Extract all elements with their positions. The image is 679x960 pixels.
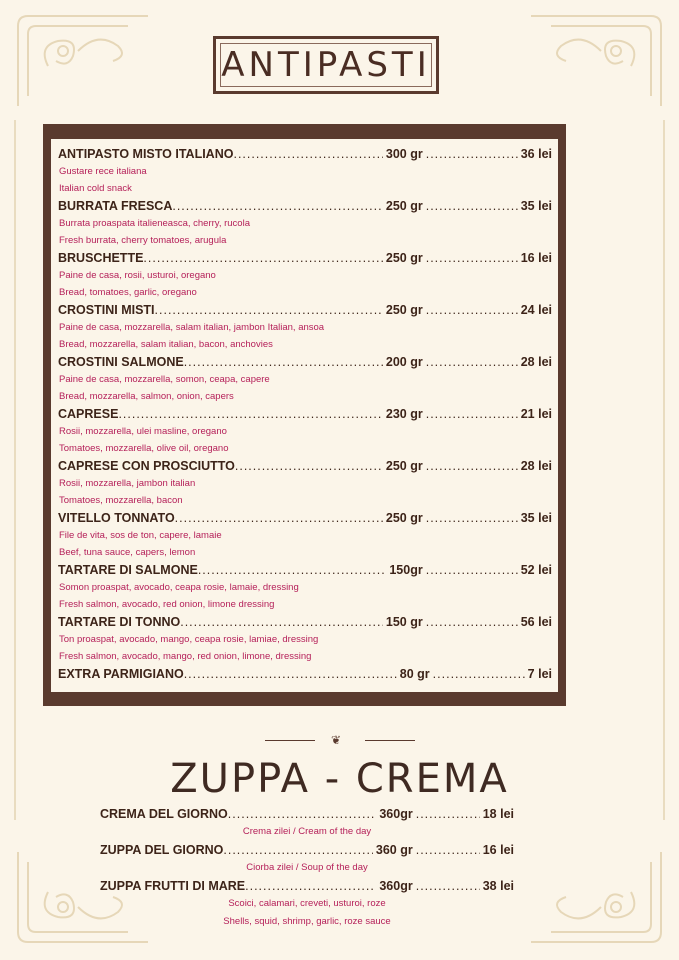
menu-item-description-ro: Rosii, mozzarella, jambon italian	[59, 478, 196, 489]
menu-item-name: CAPRESE	[58, 407, 119, 421]
menu-item-price: 38 lei	[482, 879, 514, 893]
menu-item-price: 16 lei	[520, 251, 552, 265]
dot-leader	[416, 805, 480, 823]
menu-item-description: Scoici, calamari, creveti, usturoi, roze	[228, 898, 386, 909]
section-title-zuppa: ZUPPA - CREMA	[170, 756, 509, 802]
menu-item-weight: 250 gr	[385, 459, 423, 473]
menu-item-price: 7 lei	[527, 667, 552, 681]
menu-item-description-ro: File de vita, sos de ton, capere, lamaie	[59, 530, 222, 541]
menu-item-price: 18 lei	[482, 807, 514, 821]
corner-ornament-icon	[521, 842, 671, 952]
menu-item-row	[58, 301, 552, 319]
dot-leader	[198, 561, 387, 579]
menu-item-weight: 150 gr	[385, 615, 423, 629]
menu-item	[58, 665, 552, 683]
menu-item-name: ANTIPASTO MISTO ITALIANO	[58, 147, 234, 161]
menu-item-price: 21 lei	[520, 407, 552, 421]
menu-item-name: TARTARE DI TONNO	[58, 615, 181, 629]
dot-leader	[155, 301, 383, 319]
menu-item	[58, 405, 552, 457]
menu-item-price: 24 lei	[520, 303, 552, 317]
menu-item-name: VITELLO TONNATO	[58, 511, 175, 525]
menu-item-description-en: Tomatoes, mozzarella, bacon	[59, 495, 183, 506]
dot-leader	[426, 301, 518, 319]
dot-leader	[235, 457, 383, 475]
dot-leader	[184, 353, 383, 371]
section-divider	[265, 733, 415, 747]
menu-item-row	[100, 805, 514, 823]
dot-leader	[233, 145, 382, 163]
dot-leader	[426, 405, 518, 423]
menu-item	[58, 561, 552, 613]
menu-item-row	[100, 841, 514, 859]
menu-item-description-ro: Paine de casa, mozzarella, salam italian, jambon Italian, ansoa	[59, 322, 325, 333]
dot-leader	[426, 197, 518, 215]
menu-item-name: EXTRA PARMIGIANO	[58, 667, 184, 681]
menu-item-weight: 360 gr	[375, 843, 413, 857]
menu-item-name: CREMA DEL GIORNO	[100, 807, 228, 821]
menu-item-price: 35 lei	[520, 511, 552, 525]
menu-item	[58, 509, 552, 561]
section-title-antipasti: ANTIPASTI	[221, 45, 431, 85]
dot-leader	[426, 249, 518, 267]
dot-leader	[426, 509, 518, 527]
menu-item-weight: 360gr	[379, 879, 413, 893]
menu-item-row	[58, 197, 552, 215]
menu-item-weight: 300 gr	[385, 147, 423, 161]
menu-item-description-ro: Ton proaspat, avocado, mango, ceapa rosie, lamiae, dressing	[59, 634, 319, 645]
menu-item-price: 35 lei	[520, 199, 552, 213]
menu-item-weight: 250 gr	[385, 199, 423, 213]
menu-item-row	[58, 613, 552, 631]
menu-item-row	[58, 405, 552, 423]
menu-item-price: 28 lei	[520, 459, 552, 473]
menu-item-description: Crema zilei / Cream of the day	[242, 826, 372, 837]
dot-leader	[143, 249, 382, 267]
menu-item-description: Shells, squid, shrimp, garlic, roze sauce	[223, 916, 391, 927]
menu-item	[58, 197, 552, 249]
zuppa-list	[100, 805, 514, 931]
menu-item-description-ro: Rosii, mozzarella, ulei masline, oregano	[59, 426, 227, 437]
menu-item-description-en: Fresh salmon, avocado, red onion, limone dressing	[59, 599, 275, 610]
dot-leader	[118, 405, 382, 423]
menu-item-name: ZUPPA FRUTTI DI MARE	[100, 879, 246, 893]
menu-item-row	[100, 877, 514, 895]
dot-leader	[228, 805, 377, 823]
menu-item	[58, 457, 552, 509]
dot-leader	[180, 613, 383, 631]
menu-item-name: ZUPPA DEL GIORNO	[100, 843, 224, 857]
dot-leader	[426, 561, 518, 579]
menu-item-row	[58, 509, 552, 527]
menu-item-description-ro: Paine de casa, rosii, usturoi, oregano	[59, 270, 216, 281]
menu-item-description-en: Bread, mozzarella, salmon, onion, capers	[59, 391, 234, 402]
dot-leader	[426, 353, 518, 371]
menu-item	[58, 301, 552, 353]
menu-item	[100, 841, 514, 877]
border-line	[14, 120, 16, 820]
dot-leader	[416, 877, 480, 895]
menu-item	[100, 805, 514, 841]
section-title-box	[213, 36, 439, 94]
dot-leader	[426, 613, 518, 631]
menu-item-name: TARTARE DI SALMONE	[58, 563, 198, 577]
menu-item-name: BURRATA FRESCA	[58, 199, 173, 213]
menu-item-price: 16 lei	[482, 843, 514, 857]
antipasti-list	[58, 145, 552, 683]
menu-item-weight: 250 gr	[385, 251, 423, 265]
menu-item-description-ro: Paine de casa, mozzarella, somon, ceapa, capere	[59, 374, 270, 385]
menu-item	[58, 613, 552, 665]
menu-item-price: 56 lei	[520, 615, 552, 629]
menu-item-row	[58, 353, 552, 371]
menu-item-name: CROSTINI MISTI	[58, 303, 155, 317]
corner-ornament-icon	[8, 6, 158, 116]
dot-leader	[172, 197, 383, 215]
menu-item-name: CROSTINI SALMONE	[58, 355, 184, 369]
divider-line	[265, 740, 315, 741]
menu-item-description-en: Bread, tomatoes, garlic, oregano	[59, 287, 197, 298]
dot-leader	[223, 841, 372, 859]
dot-leader	[433, 665, 525, 683]
menu-item-row	[58, 249, 552, 267]
menu-item-description-en: Fresh burrata, cherry tomatoes, arugula	[59, 235, 227, 246]
menu-item-weight: 360gr	[379, 807, 413, 821]
leaf-icon: ❦	[331, 733, 342, 747]
menu-item-description-en: Tomatoes, mozzarella, olive oil, oregano	[59, 443, 229, 454]
menu-item-description-en: Bread, mozzarella, salam italian, bacon, anchovies	[59, 339, 273, 350]
menu-item-weight: 250 gr	[385, 511, 423, 525]
menu-item-row	[58, 665, 552, 683]
corner-ornament-icon	[521, 6, 671, 116]
menu-item	[58, 249, 552, 301]
menu-item	[100, 877, 514, 931]
menu-item-description: Ciorba zilei / Soup of the day	[246, 862, 368, 873]
dot-leader	[184, 665, 397, 683]
menu-item-weight: 230 gr	[385, 407, 423, 421]
border-line	[663, 120, 665, 820]
menu-item	[58, 145, 552, 197]
menu-item-row	[58, 457, 552, 475]
dot-leader	[245, 877, 376, 895]
menu-item-row	[58, 145, 552, 163]
menu-item-weight: 80 gr	[399, 667, 430, 681]
dot-leader	[175, 509, 383, 527]
dot-leader	[426, 457, 518, 475]
divider-line	[365, 740, 415, 741]
menu-item-name: BRUSCHETTE	[58, 251, 144, 265]
menu-item-description-ro: Gustare rece italiana	[59, 166, 147, 177]
menu-item-price: 52 lei	[520, 563, 552, 577]
menu-item-description-ro: Burrata proaspata italieneasca, cherry, rucola	[59, 218, 250, 229]
menu-item-description-en: Italian cold snack	[59, 183, 132, 194]
menu-item	[58, 353, 552, 405]
menu-item-row	[58, 561, 552, 579]
menu-item-price: 28 lei	[520, 355, 552, 369]
menu-item-weight: 200 gr	[385, 355, 423, 369]
menu-item-name: CAPRESE CON PROSCIUTTO	[58, 459, 235, 473]
menu-item-description-en: Beef, tuna sauce, capers, lemon	[59, 547, 196, 558]
menu-item-description-en: Fresh salmon, avocado, mango, red onion, limone, dressing	[59, 651, 312, 662]
menu-item-description-ro: Somon proaspat, avocado, ceapa rosie, lamaie, dressing	[59, 582, 299, 593]
dot-leader	[426, 145, 518, 163]
dot-leader	[416, 841, 480, 859]
menu-item-weight: 150gr	[389, 563, 423, 577]
menu-item-weight: 250 gr	[385, 303, 423, 317]
menu-item-price: 36 lei	[520, 147, 552, 161]
